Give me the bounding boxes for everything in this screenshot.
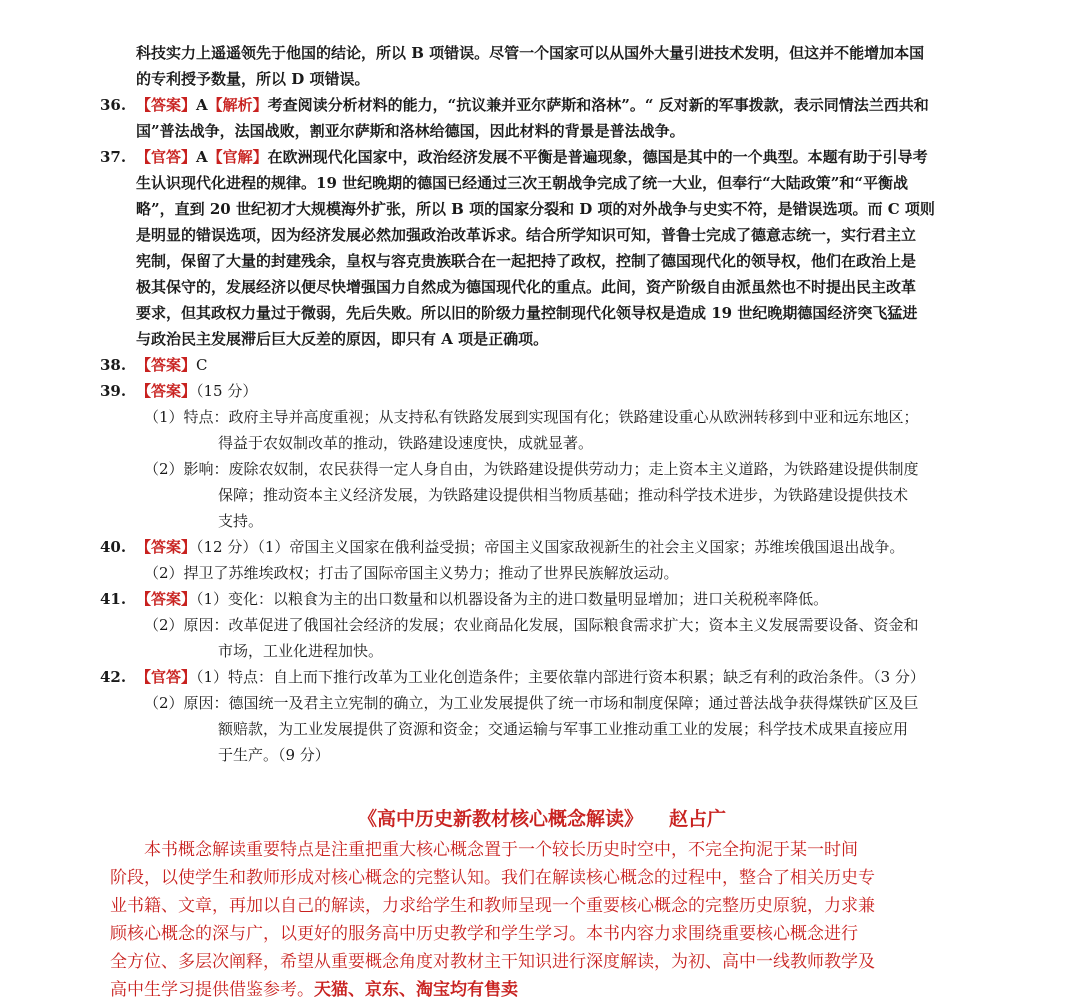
question-number: 40.: [100, 538, 127, 556]
official-answer-tag: 【官答】: [136, 668, 197, 686]
question-number: 38.: [100, 356, 127, 374]
book-description: 顾核心概念的深与广，以更好的服务高中历史教学和学生学习。本书内容力求围绕重要核心概念进行: [110, 924, 858, 944]
book-author: 赵占广: [669, 808, 727, 830]
answer-42: [100, 664, 974, 768]
answer-item-cont: 额赔款，为工业发展提供了资源和资金；交通运输与军事工业推动重工业的发展；科学技术成果直接应用: [218, 720, 909, 738]
question-number: 41.: [100, 590, 127, 608]
analysis-text: 在欧洲现代化国家中，政治经济发展不平衡是普遍现象，德国是其中的一个典型。本题有助于引导考: [267, 148, 928, 166]
answer-item: （2）原因：德国统一及君主立宪制的确立，为工业发展提供了统一市场和制度保障；通过普法战争获得煤铁矿区及巨: [144, 694, 919, 712]
official-analysis-tag: 【官解】: [207, 148, 268, 166]
book-description: 高中生学习提供借鉴参考。: [110, 980, 314, 1000]
question-number: 36.: [100, 96, 127, 114]
answer-letter: A: [196, 96, 208, 114]
answer-36: [100, 92, 974, 144]
answer-item-cont: 市场，工业化进程加快。: [218, 642, 384, 660]
lead-line: 的专利授予数量，所以 D 项错误。: [136, 70, 370, 88]
question-number: 37.: [100, 148, 127, 166]
answer-letter: C: [196, 356, 208, 374]
book-description: 全方位、多层次阐释，希望从重要概念角度对教材主干知识进行深度解读，为初、高中一线教师教学及: [110, 952, 875, 972]
answer-item: （2）影响：废除农奴制，农民获得一定人身自由，为铁路建设提供劳动力；走上资本主义道路，为铁路建设提供制度: [144, 460, 919, 478]
answer-item: （1）特点：自上而下推行改革为工业化创造条件；主要依靠内部进行资本积累；缺乏有利的政治条件。（3 分）: [196, 668, 925, 686]
answer-item: （1）变化：以粮食为主的出口数量和以机器设备为主的进口数量明显增加；进口关税税率降低。: [196, 590, 829, 608]
answer-40: [100, 534, 974, 586]
answer-item: （2）捍卫了苏维埃政权；打击了国际帝国主义势力；推动了世界民族解放运动。: [144, 564, 679, 582]
analysis-text: 极其保守的，发展经济以便尽快增强国力自然成为德国现代化的重点。此间，资产阶级自由派虽然也不时提出民主改革: [136, 278, 917, 296]
book-title: 《高中历史新教材核心概念解读》: [357, 808, 643, 830]
answer-item: （12 分）（1）帝国主义国家在俄利益受损；帝国主义国家敌视新生的社会主义国家；苏维埃俄国退出战争。: [196, 538, 905, 556]
answer-item-cont: 于生产。（9 分）: [218, 746, 330, 764]
analysis-text: 要求，但其政权力量过于微弱，先后失败。所以旧的阶级力量控制现代化领导权是造成 19 世纪晚期德国经济突飞猛进: [136, 304, 918, 322]
answer-39: [100, 378, 974, 534]
answer-37: [100, 144, 974, 352]
answer-tag: 【答案】: [136, 96, 197, 114]
book-description: 业书籍、文章，再加以自己的解读，力求给学生和教师呈现一个重要核心概念的完整历史原貌，力求兼: [110, 896, 875, 916]
lead-line: 科技实力上遥遥领先于他国的结论，所以 B 项错误。尽管一个国家可以从国外大量引进技术发明，但这并不能增加本国: [136, 44, 925, 62]
analysis-text: 与政治民主发展滞后巨大反差的原因，即只有 A 项是正确项。: [136, 330, 549, 348]
book-description: 本书概念解读重要特点是注重把重大核心概念置于一个较长历史时空中，不完全拘泥于某一时间: [144, 840, 858, 860]
answer-item-cont: 支持。: [218, 512, 264, 530]
analysis-text: 生认识现代化进程的规律。19 世纪晚期的德国已经通过三次王朝战争完成了统一大业，但奉行“大陆政策”和“平衡战: [136, 174, 908, 192]
question-number: 42.: [100, 668, 127, 686]
analysis-text: 国”普法战争，法国战败，割亚尔萨斯和洛林给德国，因此材料的背景是普法战争。: [136, 122, 685, 140]
answer-item-cont: 保障；推动资本主义经济发展，为铁路建设提供相当物质基础；推动科学技术进步，为铁路建设提供技术: [218, 486, 909, 504]
book-description-last: [110, 976, 974, 1004]
score: （15 分）: [196, 382, 258, 400]
answer-tag: 【答案】: [136, 356, 197, 374]
analysis-tag: 【解析】: [207, 96, 268, 114]
analysis-text: 宪制，保留了大量的封建残余，皇权与容克贵族联合在一起把持了政权，控制了德国现代化的领导权，他们在政治上是: [136, 252, 917, 270]
answer-item-cont: 得益于农奴制改革的推动，铁路建设速度快，成就显著。: [218, 434, 594, 452]
lead-paragraph: [100, 40, 974, 92]
analysis-text: 是明显的错误选项，因为经济发展必然加强政治改革诉求。结合所学知识可知，普鲁士完成了德意志统一，实行君主立: [136, 226, 917, 244]
analysis-text: 考查阅读分析材料的能力，“抗议兼并亚尔萨斯和洛林”。“ 反对新的军事拨款，表示同情法兰西共和: [267, 96, 929, 114]
answer-tag: 【答案】: [136, 382, 197, 400]
shop-availability: 天猫、京东、淘宝均有售卖: [314, 980, 518, 1000]
answer-41: [100, 586, 974, 664]
book-heading: [110, 804, 974, 834]
book-description: 阶段，以使学生和教师形成对核心概念的完整认知。我们在解读核心概念的过程中，整合了相关历史专: [110, 868, 875, 888]
answer-tag: 【答案】: [136, 538, 197, 556]
answer-item: （2）原因：改革促进了俄国社会经济的发展；农业商品化发展，国际粮食需求扩大；资本主义发展需要设备、资金和: [144, 616, 919, 634]
answer-item: （1）特点：政府主导并高度重视；从支持私有铁路发展到实现国有化；铁路建设重心从欧洲转移到中亚和远东地区；: [144, 408, 919, 426]
answer-38: [100, 352, 974, 378]
answer-tag: 【答案】: [136, 590, 197, 608]
answer-letter: A: [196, 148, 208, 166]
book-promo: [100, 804, 974, 1004]
question-number: 39.: [100, 382, 127, 400]
analysis-text: 略”，直到 20 世纪初才大规模海外扩张，所以 B 项的国家分裂和 D 项的对外战争与史实不符，是错误选项。而 C 项则: [136, 200, 935, 218]
official-answer-tag: 【官答】: [136, 148, 197, 166]
